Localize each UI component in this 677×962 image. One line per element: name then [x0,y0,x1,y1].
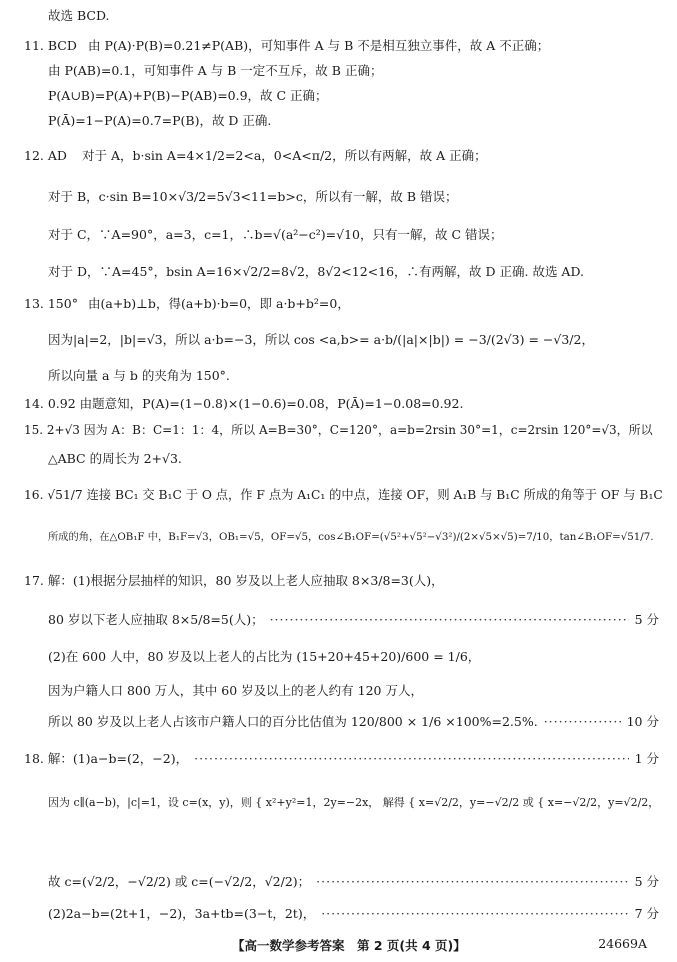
score-line [48,906,659,922]
question-number: 12. AD [24,148,67,163]
text-line: (2)2a−b=(2t+1，−2)，3a+tb=(3−t，2t)， [48,906,316,921]
text-line: 18. 解：(1)a−b=(2，−2)， [24,751,189,766]
text-line: 由 P(A)·P(B)=0.21≠P(AB)，可知事件 A 与 B 不是相互独立事件，故 A 不正确； [88,38,550,53]
text-line: 对于 A，b·sin A=4×1/2=2<a，0<A<π/2，所以有两解，故 A 正确； [82,148,487,163]
question-number: 13. 150° [24,296,78,311]
leader-dots [321,906,628,922]
text-line: 所以向量 a 与 b 的夹角为 150°. [48,368,230,383]
text-line: 因为户籍人口 800 万人，其中 60 岁及以上的老人约有 120 万人， [48,683,423,698]
text-line: 故选 BCD. [48,8,110,23]
text-line: 因为 c∥(a−b)，|c|=1，设 c=(x，y)，则 { x²+y²=1，2y=−2x， 解得 { x=√2/2，y=−√2/2 或 { x=−√2/2，y=√2/2， [48,796,660,809]
text-line: 因为|a|=2，|b|=√3，所以 a·b=−3，所以 cos <a,b>= a·b/(|a|×|b|) = −3/(2√3) = −√3/2， [48,332,594,347]
leader-dots [316,874,628,890]
score-label: 7 分 [634,906,659,921]
text-line: 所成的角，在△OB₁F 中，B₁F=√3，OB₁=√5，OF=√5，cos∠B₁OF=(√5²+√5²−√3²)/(2×√5×√5)=7/10，tan∠B₁OF=√51/7. [48,531,654,543]
text-line: 15. 2+√3 因为 A：B：C=1：1：4，所以 A=B=30°，C=120°，a=b=2rsin 30°=1，c=2rsin 120°=√3，所以 [24,423,653,437]
leader-dots [270,612,629,628]
score-line [24,751,659,767]
footer-title: 【高一数学参考答案 第 2 页(共 4 页)】 [232,938,466,953]
text-line: 80 岁以下老人应抽取 8×5/8=5(人)； [48,612,264,627]
text-line: P(A∪B)=P(A)+P(B)−P(AB)=0.9，故 C 正确； [48,88,328,103]
text-line: P(Ā)=1−P(A)=0.7=P(B)，故 D 正确. [48,113,272,128]
text-line: 由 P(AB)=0.1，可知事件 A 与 B 一定不互斥，故 B 正确； [48,63,383,78]
score-line [48,612,659,628]
text-line: 所以 80 岁及以上老人占该市户籍人口的百分比估值为 120/800 × 1/6 ×100%=2.5%. [48,714,538,729]
text-line: 对于 B，c·sin B=10×√3/2=5√3<11=b>c，所以有一解，故 B 错误； [48,189,458,204]
score-label: 1 分 [634,751,659,766]
text-line: 16. √51/7 连接 BC₁ 交 B₁C 于 O 点，作 F 点为 A₁C₁ 的中点，连接 OF，则 A₁B 与 B₁C 所成的角等于 OF 与 B₁C [24,488,663,502]
text-line: 对于 C，∵A=90°，a=3，c=1，∴b=√(a²−c²)=√10，只有一解，故 C 错误； [48,227,503,242]
leader-dots [544,714,621,730]
text-line: 对于 D，∵A=45°，bsin A=16×√2/2=8√2，8√2<12<16，∴有两解，故 D 正确. 故选 AD. [48,264,584,279]
score-label: 10 分 [626,714,659,729]
document-code: 24669A [598,936,647,951]
text-line: 故 c=(√2/2，−√2/2) 或 c=(−√2/2，√2/2)； [48,874,311,889]
score-line [48,714,659,730]
leader-dots [194,751,628,767]
question-number: 11. BCD [24,38,77,53]
text-line: 由(a+b)⊥b，得(a+b)·b=0，即 a·b+b²=0， [88,296,350,311]
score-line [48,874,659,890]
score-label: 5 分 [634,612,659,627]
text-line: 17. 解：(1)根据分层抽样的知识，80 岁及以上老人应抽取 8×3/8=3(人)， [24,573,444,588]
text-line: 14. 0.92 由题意知，P(A)=(1−0.8)×(1−0.6)=0.08，P(Ā)=1−0.08=0.92. [24,396,464,411]
text-line: △ABC 的周长为 2+√3. [48,451,182,466]
score-label: 5 分 [634,874,659,889]
text-line: (2)在 600 人中，80 岁及以上老人的占比为 (15+20+45+20)/600 = 1/6， [48,649,481,664]
